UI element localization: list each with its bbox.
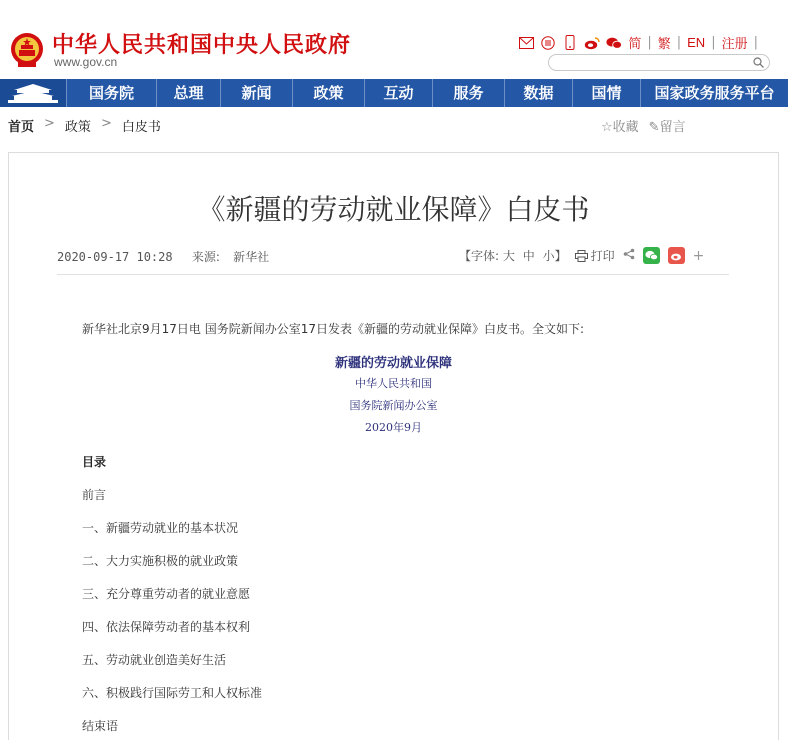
message-button[interactable] — [649, 116, 686, 135]
toc-item: 前言 — [82, 488, 107, 502]
article-card — [8, 152, 779, 740]
breadcrumb — [8, 116, 161, 135]
share-weibo-icon[interactable] — [668, 247, 685, 264]
breadcrumb-arrow: > — [44, 116, 55, 131]
breadcrumb-policy[interactable]: 政策 — [64, 120, 91, 135]
favorite-button[interactable] — [601, 116, 639, 135]
rss-icon[interactable] — [540, 35, 556, 51]
nav-item-service-platform[interactable]: 国家政务服务平台 — [640, 79, 788, 107]
font-small-button[interactable]: 小 — [542, 249, 555, 263]
toc-item: 结束语 — [82, 719, 119, 733]
font-size-label: 【字体: — [459, 249, 500, 263]
traditional-link[interactable]: 繁 — [657, 37, 671, 52]
document-title: 新疆的劳动就业保障 — [334, 356, 452, 371]
site-url[interactable]: www.gov.cn — [54, 55, 118, 69]
message-label: 留言 — [659, 120, 686, 135]
mail-icon[interactable] — [518, 35, 534, 51]
article-title: 《新疆的劳动就业保障》白皮书 — [197, 193, 590, 226]
search-input[interactable] — [548, 54, 770, 71]
site-header — [0, 0, 788, 78]
lead-paragraph: 新华社北京9月17日电 国务院新闻办公室17日发表《新疆的劳动就业保障》白皮书。全文如下: — [82, 322, 585, 336]
national-emblem-icon[interactable] — [10, 32, 44, 68]
separator: | — [753, 35, 758, 50]
top-links — [518, 33, 758, 52]
article-tools — [459, 247, 704, 264]
nav-item-news[interactable]: 新闻 — [220, 79, 292, 107]
main-nav — [0, 79, 788, 107]
tiananmen-icon — [0, 79, 66, 107]
nav-home-logo[interactable] — [0, 79, 66, 107]
nav-item-policy[interactable]: 政策 — [292, 79, 364, 107]
share-icon[interactable] — [623, 248, 635, 263]
article-meta — [57, 248, 269, 265]
toc-item: 一、新疆劳动就业的基本状况 — [82, 521, 239, 535]
nav-item-data[interactable]: 数据 — [504, 79, 572, 107]
simplified-link[interactable]: 简 — [628, 37, 642, 52]
source-name: 新华社 — [233, 250, 270, 264]
toc-item: 二、大力实施积极的就业政策 — [82, 554, 239, 568]
document-office: 国务院新闻办公室 — [349, 399, 438, 412]
share-wechat-icon[interactable] — [643, 247, 660, 264]
separator: | — [711, 35, 716, 50]
separator: | — [676, 35, 682, 50]
favorite-label: 收藏 — [612, 120, 639, 135]
separator: | — [647, 35, 652, 50]
pencil-icon: ✎ — [648, 120, 660, 135]
more-share-icon[interactable]: + — [692, 247, 705, 264]
breadcrumb-white-paper[interactable]: 白皮书 — [121, 120, 161, 135]
font-large-button[interactable]: 大 — [502, 249, 515, 263]
nav-item-services[interactable]: 服务 — [432, 79, 504, 107]
nav-item-premier[interactable]: 总理 — [156, 79, 220, 107]
toc-item: 五、劳动就业创造美好生活 — [82, 653, 227, 667]
search-icon[interactable] — [753, 57, 764, 68]
breadcrumb-arrow: > — [100, 116, 112, 131]
meta-divider — [57, 274, 729, 275]
site-title[interactable]: 中华人民共和国中央人民政府 — [52, 33, 352, 58]
toc-item: 三、充分尊重劳动者的就业意愿 — [82, 587, 251, 601]
toc-heading: 目录 — [82, 455, 107, 469]
source-label: 来源: — [191, 250, 220, 264]
toc-item: 四、依法保障劳动者的基本权利 — [82, 620, 251, 634]
register-link[interactable]: 注册 — [721, 37, 748, 52]
print-label: 打印 — [590, 249, 615, 263]
publish-datetime: 2020-09-17 10:28 — [57, 250, 173, 264]
toc-item: 六、积极践行国际劳工和人权标准 — [82, 686, 263, 700]
font-size-bracket: 】 — [554, 249, 567, 263]
document-date: 2020年9月 — [365, 421, 422, 434]
page-actions — [601, 116, 686, 135]
font-medium-button[interactable]: 中 — [522, 249, 535, 263]
breadcrumb-home[interactable]: 首页 — [8, 120, 35, 135]
nav-item-state-council[interactable]: 国务院 — [66, 79, 156, 107]
english-link[interactable]: EN — [687, 35, 706, 50]
nav-item-interaction[interactable]: 互动 — [364, 79, 432, 107]
print-button[interactable] — [575, 247, 615, 264]
document-issuer: 中华人民共和国 — [355, 377, 432, 390]
nav-item-national-info[interactable]: 国情 — [572, 79, 640, 107]
mobile-icon[interactable] — [562, 35, 578, 51]
weibo-icon[interactable] — [584, 35, 600, 51]
star-icon: ☆ — [601, 120, 613, 135]
printer-icon — [575, 250, 588, 262]
wechat-icon[interactable] — [606, 35, 622, 51]
